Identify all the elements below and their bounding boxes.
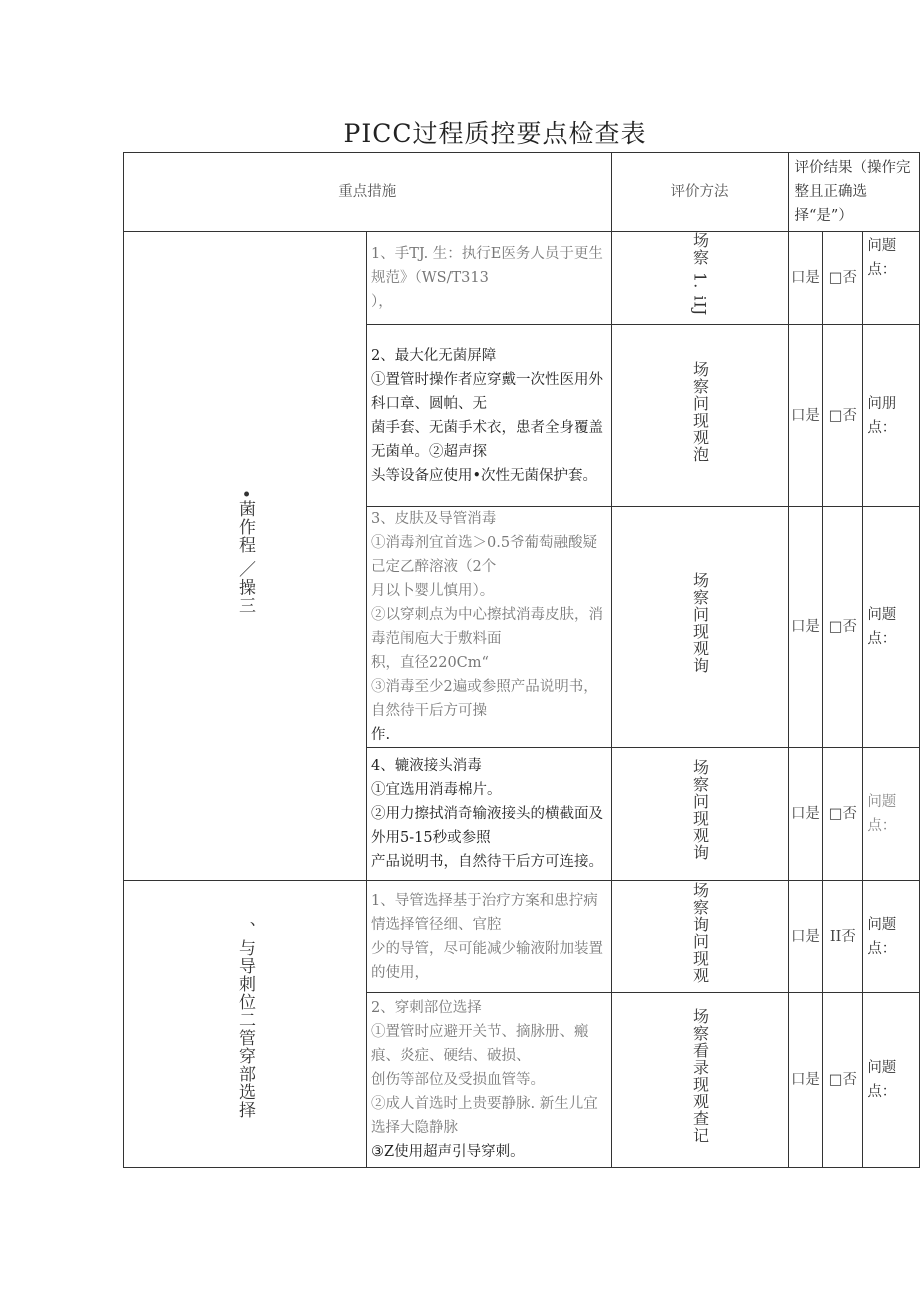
measure-line: ①置管时应避开关节、摘脉册、瘢痕、炎症、硬结、破损、 [371, 1024, 589, 1065]
measure-line: 创伤等部位及受损血管等。 [371, 1072, 545, 1089]
issue-cell: 问题点： [863, 748, 920, 881]
measure-cell [367, 993, 612, 1168]
category-label: •菌作程 ／操三 [235, 489, 255, 615]
yes-checkbox[interactable]: 口是 [788, 881, 823, 993]
measure-line: ③消毒至少2遍或参照产品说明书，自然待干后方可操 [371, 679, 598, 720]
method-cell [611, 507, 788, 748]
issue-cell: 问题点： [863, 232, 920, 325]
measure-line: 2、穿刺部位选择 [371, 1000, 482, 1017]
page-title: PICC过程质控要点检查表 [343, 119, 647, 148]
measure-line: 头等设备应使用•次性无菌保护套。 [371, 467, 598, 484]
yes-checkbox[interactable]: 口是 [788, 993, 823, 1168]
measure-line: 2、最大化无菌屏障 [371, 347, 497, 364]
header-method: 评价方法 [611, 153, 788, 232]
issue-cell: 问题点： [863, 881, 920, 993]
method-label: 场察问现观询 [690, 572, 710, 675]
measure-line: ②成人首选时上贵要静脉. 新生儿宜选择大隐静脉 [371, 1096, 598, 1137]
header-result: 评价结果（操作完整且正确选择“是”） [788, 153, 920, 232]
yes-checkbox[interactable]: 口是 [788, 507, 823, 748]
method-label: 场察问现观泡 [690, 360, 710, 463]
measure-line: 积，直径220Cm“ [371, 655, 489, 672]
measure-line: 菌手套、无菌手术衣，患者全身覆盖无菌单。②超声探 [371, 419, 603, 460]
measure-cell [367, 881, 612, 993]
table-row [124, 232, 920, 325]
issue-cell: 问题点： [863, 993, 920, 1168]
checklist-table [123, 152, 920, 1168]
measure-line: ）， [371, 294, 393, 311]
no-checkbox[interactable]: □否 [823, 507, 863, 748]
yes-checkbox[interactable]: 口是 [788, 232, 823, 325]
measure-line: ①消毒剂宜首选＞0.5爷葡萄融酸疑己定乙醉溶液（2个 [371, 535, 598, 576]
method-label: 场察问现观询 [690, 759, 710, 862]
measure-line: ③Z使用超声引导穿刺。 [371, 1144, 525, 1161]
measure-line: ①置管时操作者应穿戴一次性医用外科口章、圆帕、无 [371, 371, 603, 412]
issue-cell: 问朋点： [863, 325, 920, 507]
measure-line: 月以卜婴儿慎用）。 [371, 583, 495, 600]
no-checkbox[interactable]: □否 [823, 993, 863, 1168]
no-checkbox[interactable]: □否 [823, 232, 863, 325]
category-cell [124, 232, 367, 881]
method-label: 场察询问现观 [690, 881, 710, 984]
measure-cell [367, 232, 612, 325]
header-row [124, 153, 920, 232]
category-cell [124, 881, 367, 1168]
measure-line: 1、手TJ. 生：执行E医务人员于更生规范》（WS/T313 [371, 246, 603, 287]
yes-checkbox[interactable]: 口是 [788, 748, 823, 881]
measure-line: 产品说明书，自然待干后方可连接。 [371, 854, 603, 871]
measure-line: ②用力擦拭消奇输液接头的横截面及外用5-15秒或参照 [371, 806, 603, 847]
measure-cell [367, 748, 612, 881]
method-label: 场察看录现观查记 [690, 1008, 710, 1145]
issue-cell: 问题点： [863, 507, 920, 748]
header-measures: 重点措施 [124, 153, 612, 232]
measure-cell [367, 325, 612, 507]
method-cell [611, 881, 788, 993]
measure-line: 少的导管，尽可能减少输液附加装置的使用， [371, 940, 603, 981]
no-checkbox[interactable]: II否 [823, 881, 863, 993]
method-cell [611, 232, 788, 325]
measure-line: ②以穿刺点为中心擦拭消毒皮肤，消毒范闱庖大于敷料面 [371, 607, 603, 648]
no-checkbox[interactable]: □否 [823, 325, 863, 507]
measure-line: ①宜选用消毒棉片。 [371, 782, 502, 799]
table-row [124, 881, 920, 993]
measure-line: 作. [371, 727, 391, 744]
measure-line: 4、辘液接头消毒 [371, 758, 482, 775]
no-checkbox[interactable]: □否 [823, 748, 863, 881]
category-label: 、与导刺位二管穿部选择 [235, 921, 255, 1120]
method-cell [611, 325, 788, 507]
method-cell [611, 993, 788, 1168]
measure-line: 3、皮肤及导管消毒 [371, 511, 497, 528]
method-label: 场察 1. iIJ [690, 232, 710, 317]
yes-checkbox[interactable]: 口是 [788, 325, 823, 507]
measure-cell [367, 507, 612, 748]
method-cell [611, 748, 788, 881]
measure-line: 1、导管选择基于治疗方案和患拧病情选择管径细、官腔 [371, 892, 598, 933]
